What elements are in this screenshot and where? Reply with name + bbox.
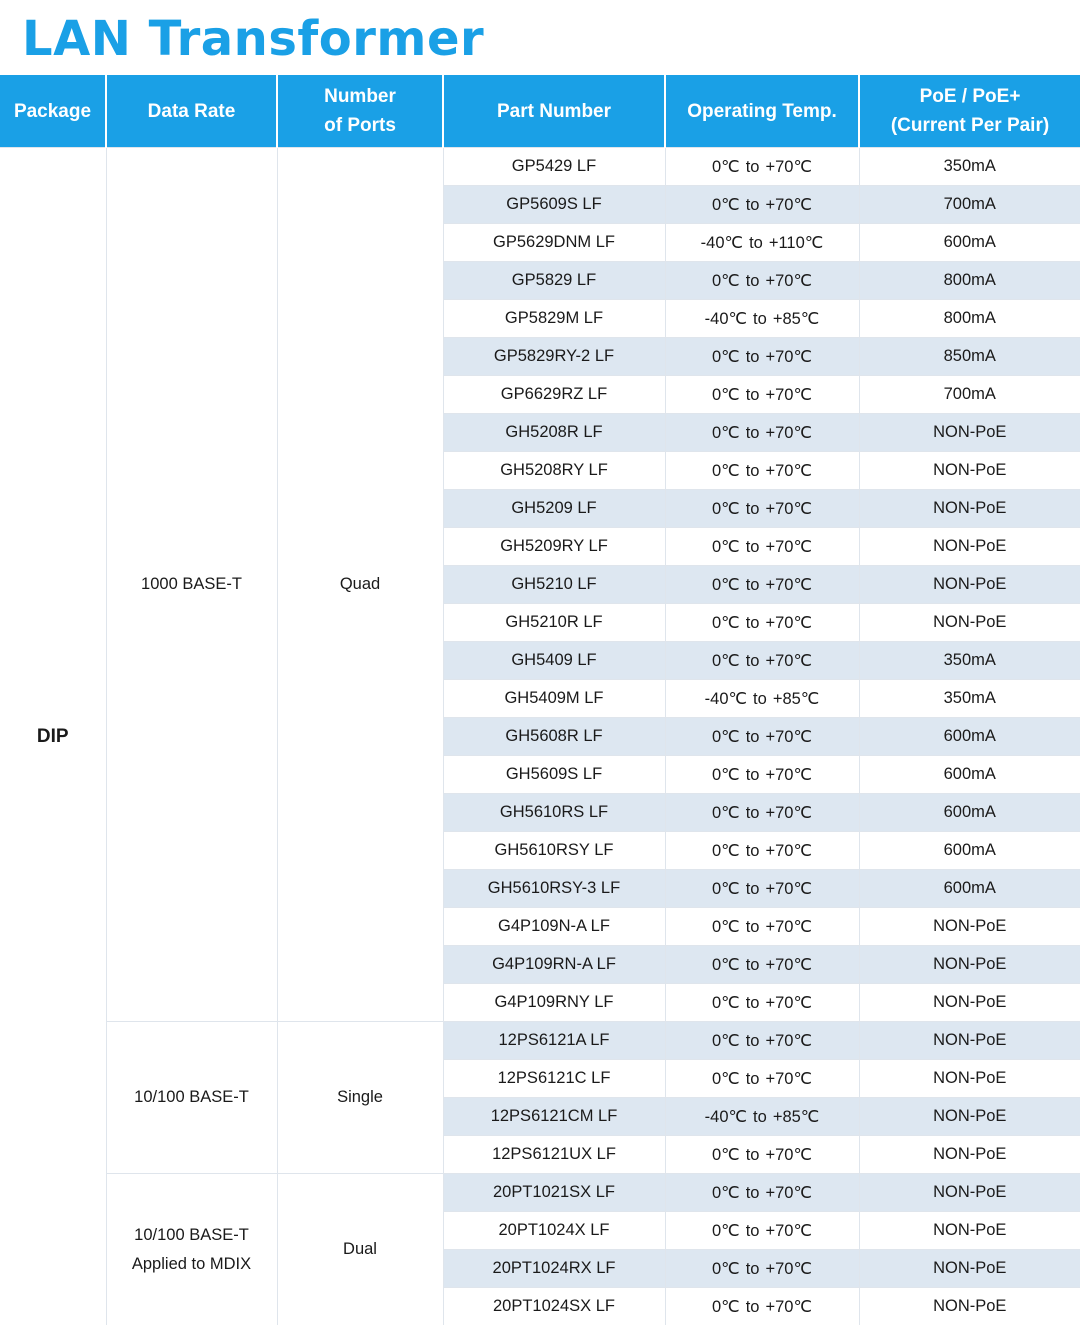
header-ports-line2: of Ports [324, 115, 396, 136]
part-number-cell: GH5209 LF [443, 490, 665, 528]
ports-quad: Quad [277, 148, 443, 1022]
operating-temp-cell [665, 832, 859, 870]
table-row [0, 148, 1080, 186]
ports-single: Single [277, 1022, 443, 1174]
operating-temp-cell [665, 1060, 859, 1098]
part-number-cell: GH5210 LF [443, 566, 665, 604]
temp-to: to [745, 461, 760, 480]
temp-min: 0℃ [711, 575, 740, 594]
poe-current-cell: NON-PoE [859, 1212, 1080, 1250]
header-poe-line2: (Current Per Pair) [890, 115, 1050, 136]
part-number-cell: 20PT1024SX LF [443, 1288, 665, 1326]
temp-min: 0℃ [711, 841, 740, 860]
part-number-cell: 20PT1024X LF [443, 1212, 665, 1250]
operating-temp-cell [665, 1174, 859, 1212]
part-number-cell: GH5210R LF [443, 604, 665, 642]
table-body [0, 148, 1080, 1326]
part-number-cell: 20PT1021SX LF [443, 1174, 665, 1212]
poe-current-cell: 600mA [859, 756, 1080, 794]
table-header-row [0, 75, 1080, 148]
temp-max: +70℃ [765, 1069, 812, 1088]
temp-to: to [745, 765, 760, 784]
poe-current-cell: NON-PoE [859, 1022, 1080, 1060]
header-number-of-ports [277, 75, 443, 148]
temp-max: +70℃ [765, 765, 812, 784]
temp-max: +70℃ [765, 195, 812, 214]
temp-to: to [745, 1297, 760, 1316]
operating-temp-cell [665, 414, 859, 452]
part-number-cell: GH5208RY LF [443, 452, 665, 490]
temp-to: to [745, 1259, 760, 1278]
temp-max: +70℃ [765, 955, 812, 974]
temp-to: to [745, 993, 760, 1012]
poe-current-cell: 600mA [859, 718, 1080, 756]
temp-min: 0℃ [711, 651, 740, 670]
part-number-cell: GP5829 LF [443, 262, 665, 300]
temp-max: +70℃ [765, 993, 812, 1012]
temp-min: 0℃ [711, 499, 740, 518]
temp-max: +70℃ [765, 537, 812, 556]
operating-temp-cell [665, 376, 859, 414]
temp-to: to [745, 271, 760, 290]
data-rate-mdix-line1: 10/100 BASE-T [134, 1225, 249, 1244]
package-cell: DIP [0, 148, 106, 1326]
part-number-cell: GH5209RY LF [443, 528, 665, 566]
temp-to: to [745, 727, 760, 746]
temp-to: to [745, 803, 760, 822]
poe-current-cell: NON-PoE [859, 604, 1080, 642]
temp-min: 0℃ [711, 195, 740, 214]
operating-temp-cell [665, 1022, 859, 1060]
temp-to: to [753, 689, 767, 708]
temp-min: 0℃ [711, 1145, 740, 1164]
part-number-cell: G4P109N-A LF [443, 908, 665, 946]
operating-temp-cell [665, 984, 859, 1022]
temp-max: +110℃ [768, 233, 824, 252]
operating-temp-cell [665, 490, 859, 528]
temp-max: +70℃ [765, 385, 812, 404]
temp-max: +70℃ [765, 423, 812, 442]
part-number-cell: 12PS6121UX LF [443, 1136, 665, 1174]
poe-current-cell: NON-PoE [859, 1136, 1080, 1174]
operating-temp-cell [665, 794, 859, 832]
temp-to: to [745, 385, 760, 404]
temp-to: to [745, 1183, 760, 1202]
poe-current-cell: 600mA [859, 224, 1080, 262]
temp-to: to [745, 347, 760, 366]
poe-current-cell: NON-PoE [859, 1098, 1080, 1136]
temp-max: +70℃ [765, 1183, 812, 1202]
poe-current-cell: NON-PoE [859, 946, 1080, 984]
temp-min: 0℃ [711, 157, 740, 176]
temp-min: 0℃ [711, 879, 740, 898]
temp-max: +85℃ [772, 309, 820, 328]
part-number-cell: GP6629RZ LF [443, 376, 665, 414]
temp-min: 0℃ [711, 765, 740, 784]
poe-current-cell: 700mA [859, 376, 1080, 414]
temp-to: to [745, 917, 760, 936]
temp-min: 0℃ [711, 613, 740, 632]
operating-temp-cell [665, 224, 859, 262]
temp-max: +70℃ [765, 157, 812, 176]
part-number-cell: GH5609S LF [443, 756, 665, 794]
data-rate-mdix [106, 1174, 277, 1326]
temp-to: to [745, 423, 760, 442]
temp-to: to [745, 879, 760, 898]
temp-min: 0℃ [711, 1297, 740, 1316]
temp-min: 0℃ [711, 727, 740, 746]
operating-temp-cell [665, 338, 859, 376]
table-row [0, 1174, 1080, 1212]
operating-temp-cell [665, 528, 859, 566]
part-number-cell: GP5429 LF [443, 148, 665, 186]
operating-temp-cell [665, 1098, 859, 1136]
header-ports-line1: Number [324, 86, 396, 107]
temp-max: +70℃ [765, 1297, 812, 1316]
poe-current-cell: 350mA [859, 680, 1080, 718]
temp-min: 0℃ [711, 1259, 740, 1278]
temp-min: 0℃ [711, 803, 740, 822]
data-rate-mdix-line2: Applied to MDIX [131, 1254, 252, 1273]
temp-max: +70℃ [765, 917, 812, 936]
part-number-cell: GH5409M LF [443, 680, 665, 718]
temp-max: +70℃ [765, 1031, 812, 1050]
temp-max: +85℃ [772, 689, 820, 708]
header-poe [859, 75, 1080, 148]
poe-current-cell: 800mA [859, 262, 1080, 300]
temp-max: +70℃ [765, 1145, 812, 1164]
operating-temp-cell [665, 1250, 859, 1288]
temp-max: +70℃ [765, 461, 812, 480]
data-rate-10-100: 10/100 BASE-T [106, 1022, 277, 1174]
temp-min: -40℃ [704, 689, 748, 708]
table-row [0, 1022, 1080, 1060]
header-poe-line1: PoE / PoE+ [919, 86, 1021, 107]
temp-min: 0℃ [711, 537, 740, 556]
header-part-number: Part Number [443, 75, 665, 148]
poe-current-cell: NON-PoE [859, 490, 1080, 528]
temp-min: 0℃ [711, 955, 740, 974]
poe-current-cell: NON-PoE [859, 984, 1080, 1022]
poe-current-cell: NON-PoE [859, 1250, 1080, 1288]
temp-max: +70℃ [765, 727, 812, 746]
temp-min: 0℃ [711, 347, 740, 366]
temp-to: to [749, 233, 763, 252]
part-number-cell: GP5609S LF [443, 186, 665, 224]
temp-min: 0℃ [711, 1221, 740, 1240]
operating-temp-cell [665, 148, 859, 186]
operating-temp-cell [665, 908, 859, 946]
part-number-cell: GH5208R LF [443, 414, 665, 452]
temp-max: +70℃ [765, 651, 812, 670]
temp-max: +70℃ [765, 613, 812, 632]
lan-transformer-table [0, 75, 1080, 1325]
temp-to: to [745, 1031, 760, 1050]
temp-max: +85℃ [772, 1107, 820, 1126]
poe-current-cell: 850mA [859, 338, 1080, 376]
temp-to: to [745, 1069, 760, 1088]
part-number-cell: GH5608R LF [443, 718, 665, 756]
header-package: Package [0, 75, 106, 148]
part-number-cell: G4P109RN-A LF [443, 946, 665, 984]
poe-current-cell: NON-PoE [859, 566, 1080, 604]
operating-temp-cell [665, 604, 859, 642]
operating-temp-cell [665, 566, 859, 604]
part-number-cell: GP5629DNM LF [443, 224, 665, 262]
temp-min: 0℃ [711, 271, 740, 290]
temp-max: +70℃ [765, 879, 812, 898]
temp-max: +70℃ [765, 1221, 812, 1240]
temp-min: -40℃ [704, 309, 748, 328]
poe-current-cell: 800mA [859, 300, 1080, 338]
operating-temp-cell [665, 1136, 859, 1174]
poe-current-cell: 600mA [859, 832, 1080, 870]
poe-current-cell: NON-PoE [859, 1060, 1080, 1098]
temp-max: +70℃ [765, 1259, 812, 1278]
part-number-cell: GP5829M LF [443, 300, 665, 338]
operating-temp-cell [665, 300, 859, 338]
temp-to: to [745, 537, 760, 556]
temp-min: -40℃ [700, 233, 744, 252]
poe-current-cell: 350mA [859, 642, 1080, 680]
part-number-cell: 12PS6121C LF [443, 1060, 665, 1098]
operating-temp-cell [665, 262, 859, 300]
poe-current-cell: NON-PoE [859, 1288, 1080, 1326]
temp-max: +70℃ [765, 499, 812, 518]
temp-min: -40℃ [704, 1107, 748, 1126]
temp-to: to [745, 1145, 760, 1164]
temp-min: 0℃ [711, 917, 740, 936]
temp-to: to [753, 1107, 767, 1126]
operating-temp-cell [665, 718, 859, 756]
temp-min: 0℃ [711, 993, 740, 1012]
part-number-cell: G4P109RNY LF [443, 984, 665, 1022]
operating-temp-cell [665, 756, 859, 794]
temp-min: 0℃ [711, 1031, 740, 1050]
poe-current-cell: NON-PoE [859, 414, 1080, 452]
part-number-cell: GP5829RY-2 LF [443, 338, 665, 376]
poe-current-cell: NON-PoE [859, 908, 1080, 946]
temp-max: +70℃ [765, 347, 812, 366]
header-operating-temp: Operating Temp. [665, 75, 859, 148]
part-number-cell: GH5409 LF [443, 642, 665, 680]
temp-max: +70℃ [765, 841, 812, 860]
page-title: LAN Transformer [22, 11, 485, 67]
poe-current-cell: 700mA [859, 186, 1080, 224]
operating-temp-cell [665, 1288, 859, 1326]
temp-max: +70℃ [765, 271, 812, 290]
temp-to: to [745, 651, 760, 670]
part-number-cell: GH5610RS LF [443, 794, 665, 832]
header-data-rate: Data Rate [106, 75, 277, 148]
poe-current-cell: NON-PoE [859, 452, 1080, 490]
temp-max: +70℃ [765, 803, 812, 822]
temp-to: to [745, 1221, 760, 1240]
part-number-cell: 12PS6121A LF [443, 1022, 665, 1060]
temp-to: to [745, 499, 760, 518]
poe-current-cell: NON-PoE [859, 528, 1080, 566]
operating-temp-cell [665, 642, 859, 680]
operating-temp-cell [665, 186, 859, 224]
operating-temp-cell [665, 452, 859, 490]
operating-temp-cell [665, 1212, 859, 1250]
part-number-cell: GH5610RSY-3 LF [443, 870, 665, 908]
poe-current-cell: 600mA [859, 794, 1080, 832]
operating-temp-cell [665, 680, 859, 718]
ports-dual: Dual [277, 1174, 443, 1326]
poe-current-cell: 350mA [859, 148, 1080, 186]
temp-min: 0℃ [711, 1069, 740, 1088]
part-number-cell: GH5610RSY LF [443, 832, 665, 870]
temp-to: to [745, 613, 760, 632]
temp-to: to [753, 309, 767, 328]
temp-min: 0℃ [711, 423, 740, 442]
operating-temp-cell [665, 946, 859, 984]
poe-current-cell: NON-PoE [859, 1174, 1080, 1212]
temp-max: +70℃ [765, 575, 812, 594]
temp-to: to [745, 157, 760, 176]
part-number-cell: 20PT1024RX LF [443, 1250, 665, 1288]
temp-min: 0℃ [711, 1183, 740, 1202]
temp-to: to [745, 955, 760, 974]
temp-to: to [745, 575, 760, 594]
poe-current-cell: 600mA [859, 870, 1080, 908]
temp-to: to [745, 195, 760, 214]
part-number-cell: 12PS6121CM LF [443, 1098, 665, 1136]
operating-temp-cell [665, 870, 859, 908]
temp-min: 0℃ [711, 461, 740, 480]
temp-to: to [745, 841, 760, 860]
temp-min: 0℃ [711, 385, 740, 404]
data-rate-1000: 1000 BASE-T [106, 148, 277, 1022]
